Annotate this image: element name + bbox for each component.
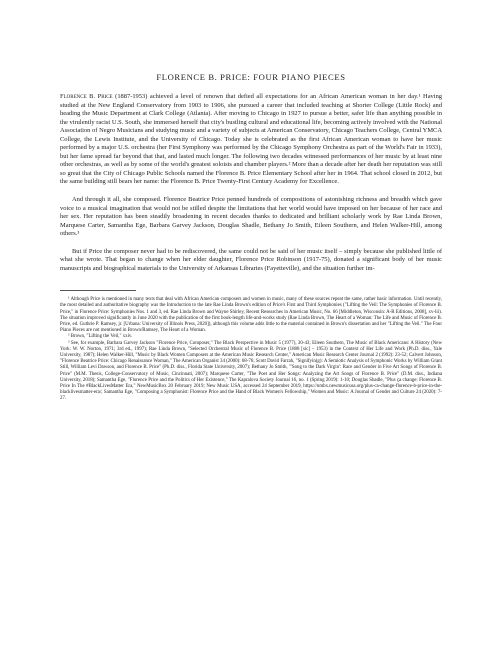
footnotes: [60, 297, 442, 402]
paragraph-3: [60, 248, 442, 274]
paragraph-text: But if Price the composer never had to be rediscovered, the same could not be said of her music itself – simply because she published little of what she wrote. That began to change when her elder daughter, Florence Price Robinson (1917-75), donated a significant body of her music manuscripts and biographical materials to the University of Arkansas Libraries (Fayetteville), and the situation further im-: [60, 247, 442, 272]
footnote-1: ¹ Although Price is mentioned in many texts that deal with African American composers and women in music, many of these sources repeat the same, rather basic information. Until recently, the most detailed and authoritative biography was the Introduction to the late Rae Linda Brown's edition of Price's First and Third Symphonies ("Lifting the Veil: The Symphonies of Florence B. Price," in Florence Price: Symphonies Nos. 1 and 3, ed. Rae Linda Brown and Wayne Shirley, Recent Researches in American Music, No. 66 [Middleton, Wisconsin: A-R Editions, 2008], xv-lii). The situation improved significantly in June 2020 with the publication of the first book-length life-and-works study (Rae Linda Brown, The Heart of a Woman: The Life and Music of Florence B. Price, ed. Guthrie P. Ramsey, jr. [Urbana: University of Illinois Press, 2020]), although this volume adds little to the material contained in Brown's dissertation and her "Lifting the Veil." The Four Piano Pieces are not mentioned in Brown/Ramsey, The Heart of a Woman.: [60, 297, 442, 333]
paragraph-text: And through it all, she composed. Florence Beatrice Price penned hundreds of compositions of astonishing richness and breadth which gave voice to a musical imagination that would not be stilled despite the limitations that her world would have imposed on her because of her race and her sex. Her reputation has been steadily broadening in recent decades thanks to dedicated and brilliant scholarly work by Rae Linda Brown, Marquese Carter, Samantha Ege, Barbara Garvey Jackson, Douglas Shadle, Bethany Jo Smith, Eileen Southern, and Helen Walker-Hill, among others.³: [60, 196, 442, 238]
paragraph-2: [60, 196, 442, 239]
page-title: FLORENCE B. PRICE: FOUR PIANO PIECES: [156, 72, 346, 82]
document-page: [60, 72, 442, 402]
footnote-3: ³ See, for example, Barbara Garvey Jackson "Florence Price, Composer," The Black Perspective in Music 5 (1977), 30-43; Eileen Southern, The Music of Black Americans: A History (New York: W. W. Norton, 1971; 3rd ed., 1997); Rae Linda Brown, "Selected Orchestral Music of Florence B. Price (1888 [sic] – 1953) in the Context of Her Life and Work (Ph.D. diss., Yale University, 1987); Helen Walker-Hill, "Music by Black Women Composers at the American Music Research Center," American Music Research Center Journal 2 (1992): 23-52; Calvert Johnson, "Florence Beatrice Price: Chicago Renaissance Woman," The American Organist 34 (2000): 68-76; Scott David Farrah, "Signifyin(g): A Semiotic Analysis of Symphonic Works by William Grant Still, William Levi Dawson, and Florence B. Price" (Ph.D. diss., Florida State University, 2007); Bethany Jo Smith, "'Song to the Dark Virgin': Race and Gender in Five Art Songs of Florence B. Price" (M.M. Thesis, College-Conservatory of Music, Cincinnati, 2007); Marquese Carter, "The Poet and Her Songs: Analyzing the Art Songs of Florence B. Price" (D.M. diss., Indiana University, 2018); Samantha Ege, "Florence Price and the Politics of Her Existence," The Kapralova Society Journal 16, no. 1 (Spring 2019): 1-10; Douglas Shadle, "Plus ça change: Florence B. Price In The #BlackLivesMatter Era," NewMusicBox 20 February 2019; New Music USA, accessed 24 September 2019, https://nmbx.newmusicusa.org/plus-ca-change-florence-b-price-in-the-blacklivesmatter-era/; Samantha Ege, "Composing a Symphonist: Florence Price and the Hand of Black Women's Fellowship," Women and Music: A Journal of Gender and Culture 24 (2020): 7-27.: [60, 341, 442, 401]
footnote-separator: [60, 290, 136, 291]
composer-name-lead: Florence B. Price: [60, 93, 113, 100]
paragraph-1: [60, 93, 442, 187]
footnote-2: ² Brown, "Lifting the Veil," xxiv.: [68, 334, 133, 340]
body-text: [60, 93, 442, 273]
paragraph-text: (1887-1953) achieved a level of renown that defied all expectations for an African American woman in her day.¹ Having studied at the New England Conservatory from 1903 to 1906, she pursued a career that included teaching at Shorter College (Little Rock) and heading the Music Department at Clark College (Atlanta). After moving to Chicago in 1927 to pursue a better, safer life than anything possible in the virulently racist U.S. South, she immersed herself that city's bustling cultural and educational life, becoming actively involved with the National Association of Negro Musicians and studying music and a variety of subjects at American Conservatory, Chicago Teachers College, Central YMCA College, the Lewis Institute, and the University of Chicago. Today she is celebrated as the first African American woman to have her music performed by a major U.S. orchestra (her First Symphony was performed by the Chicago Symphony Orchestra as part of the World's Fair in 1933), but her fame spread far beyond that that, and lasted much longer. The following two decades witnessed performances of her music by at least nine other orchestras, as well as by some of the world's greatest soloists and chamber players.² More than a decade after her death her reputation was still so great that the City of Chicago Public Schools named the Florence B. Price Elementary School after her in 1964. That school closed in 2012, but the same building still bears her name: the Florence B. Price Twenty-First Century Academy for Excellence.: [60, 93, 443, 186]
